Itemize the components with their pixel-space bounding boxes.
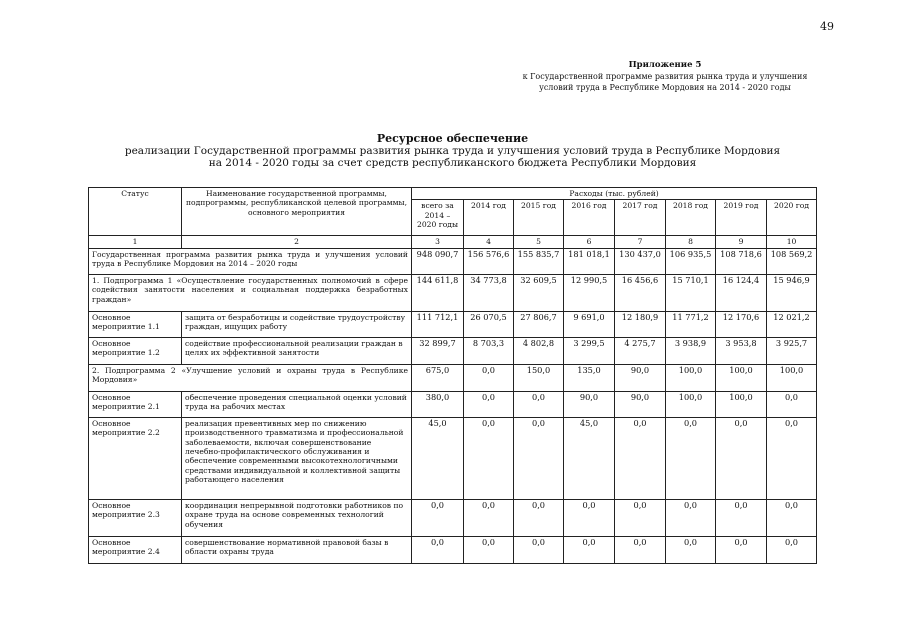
cell-2015: 0,0	[514, 536, 564, 563]
cell-2019: 0,0	[716, 536, 767, 563]
cell-2018: 0,0	[666, 499, 716, 536]
cell-2019: 12 170,6	[716, 311, 767, 337]
appendix-line-2: условий труда в Республике Мордовия на 2014 - 2020 годы	[539, 83, 791, 92]
row-name: Государственная программа развития рынка труда и улучшения условий труда в Республике Мордовия на 2014 – 2020 годы	[89, 248, 412, 274]
table-row-measure-1-1	[89, 311, 817, 337]
document-subtitle-2: на 2014 - 2020 годы за счет средств республиканского бюджета Республики Мордовия	[208, 157, 697, 169]
table-row-subprogram-1	[89, 274, 817, 311]
cell-2017: 0,0	[615, 536, 666, 563]
cell-2016: 90,0	[564, 391, 615, 417]
cell-total: 675,0	[412, 364, 464, 391]
cell-2018: 106 935,5	[666, 248, 716, 274]
table-row-measure-2-2	[89, 417, 817, 499]
row-name: 1. Подпрограмма 1 «Осуществление государственных полномочий в сфере содействия занятости населения и социальная поддержка безработных граждан»	[89, 274, 412, 311]
cell-2020: 108 569,2	[767, 248, 817, 274]
column-number: 2	[182, 236, 412, 248]
header-total: всего за 2014 – 2020 годы	[412, 200, 464, 236]
column-number: 4	[464, 236, 514, 248]
column-number: 8	[666, 236, 716, 248]
column-number: 3	[412, 236, 464, 248]
cell-2020: 3 925,7	[767, 337, 817, 364]
cell-2014: 34 773,8	[464, 274, 514, 311]
cell-2018: 100,0	[666, 391, 716, 417]
cell-2015: 155 835,7	[514, 248, 564, 274]
cell-total: 111 712,1	[412, 311, 464, 337]
cell-2020: 0,0	[767, 417, 817, 499]
document-subtitle-1: реализации Государственной программы развития рынка труда и улучшения условий труда в Республике Мордовия	[124, 145, 781, 157]
cell-2016: 3 299,5	[564, 337, 615, 364]
cell-2017: 90,0	[615, 364, 666, 391]
cell-2019: 100,0	[716, 391, 767, 417]
column-number-row	[89, 236, 817, 248]
page-number: 49	[820, 20, 834, 33]
row-status: Основное мероприятие 2.1	[89, 391, 182, 417]
row-status: Основное мероприятие 1.1	[89, 311, 182, 337]
appendix-header	[500, 60, 830, 93]
column-number: 1	[89, 236, 182, 248]
cell-2017: 12 180,9	[615, 311, 666, 337]
cell-2017: 0,0	[615, 417, 666, 499]
cell-2015: 32 609,5	[514, 274, 564, 311]
cell-total: 380,0	[412, 391, 464, 417]
cell-2014: 0,0	[464, 417, 514, 499]
cell-2020: 0,0	[767, 536, 817, 563]
cell-2018: 0,0	[666, 536, 716, 563]
header-year: 2018 год	[666, 200, 716, 236]
cell-2016: 0,0	[564, 499, 615, 536]
header-year: 2016 год	[564, 200, 615, 236]
row-status: Основное мероприятие 1.2	[89, 337, 182, 364]
row-name: защита от безработицы и содействие трудоустройству граждан, ищущих работу	[182, 311, 412, 337]
cell-2016: 181 018,1	[564, 248, 615, 274]
column-number: 9	[716, 236, 767, 248]
cell-2016: 0,0	[564, 536, 615, 563]
cell-2020: 0,0	[767, 499, 817, 536]
cell-2016: 12 990,5	[564, 274, 615, 311]
row-status: Основное мероприятие 2.2	[89, 417, 182, 499]
cell-total: 32 899,7	[412, 337, 464, 364]
header-year: 2015 год	[514, 200, 564, 236]
table-row-measure-1-2	[89, 337, 817, 364]
document-heading	[100, 133, 805, 169]
cell-2019: 0,0	[716, 499, 767, 536]
cell-2015: 0,0	[514, 417, 564, 499]
table-row-subprogram-2	[89, 364, 817, 391]
cell-2014: 0,0	[464, 499, 514, 536]
cell-2018: 11 771,2	[666, 311, 716, 337]
column-number: 7	[615, 236, 666, 248]
cell-2018: 100,0	[666, 364, 716, 391]
cell-2016: 135,0	[564, 364, 615, 391]
table-row-program	[89, 248, 817, 274]
column-number: 10	[767, 236, 817, 248]
header-row-1	[89, 188, 817, 200]
cell-2020: 12 021,2	[767, 311, 817, 337]
resource-table	[88, 187, 817, 564]
cell-2014: 156 576,6	[464, 248, 514, 274]
cell-2020: 100,0	[767, 364, 817, 391]
row-status: Основное мероприятие 2.4	[89, 536, 182, 563]
cell-total: 144 611,8	[412, 274, 464, 311]
cell-2017: 90,0	[615, 391, 666, 417]
cell-2020: 0,0	[767, 391, 817, 417]
cell-2017: 16 456,6	[615, 274, 666, 311]
row-name: 2. Подпрограмма 2 «Улучшение условий и охраны труда в Республике Мордовия»	[89, 364, 412, 391]
table-row-measure-2-1	[89, 391, 817, 417]
row-status: Основное мероприятие 2.3	[89, 499, 182, 536]
column-number: 5	[514, 236, 564, 248]
cell-2016: 9 691,0	[564, 311, 615, 337]
header-expenses: Расходы (тыс. рублей)	[412, 188, 817, 200]
cell-total: 0,0	[412, 499, 464, 536]
cell-2018: 3 938,9	[666, 337, 716, 364]
cell-2019: 3 953,8	[716, 337, 767, 364]
cell-2017: 4 275,7	[615, 337, 666, 364]
cell-total: 948 090,7	[412, 248, 464, 274]
cell-2014: 0,0	[464, 536, 514, 563]
document-title: Ресурсное обеспечение	[376, 132, 529, 145]
cell-2014: 26 070,5	[464, 311, 514, 337]
cell-2019: 0,0	[716, 417, 767, 499]
cell-2014: 0,0	[464, 364, 514, 391]
table-row-measure-2-3	[89, 499, 817, 536]
cell-2015: 27 806,7	[514, 311, 564, 337]
cell-2020: 15 946,9	[767, 274, 817, 311]
row-name: содействие профессиональной реализации граждан в целях их эффективной занятости	[182, 337, 412, 364]
cell-2017: 0,0	[615, 499, 666, 536]
cell-2016: 45,0	[564, 417, 615, 499]
cell-2018: 15 710,1	[666, 274, 716, 311]
header-year: 2017 год	[615, 200, 666, 236]
cell-2017: 130 437,0	[615, 248, 666, 274]
row-name: координация непрерывной подготовки работников по охране труда на основе современных технологий обучения	[182, 499, 412, 536]
cell-2015: 4 802,8	[514, 337, 564, 364]
header-name: Наименование государственной программы, подпрограммы, республиканской целевой программы, основного мероприятия	[182, 188, 412, 236]
cell-2019: 16 124,4	[716, 274, 767, 311]
row-name: обеспечение проведения специальной оценки условий труда на рабочих местах	[182, 391, 412, 417]
cell-2015: 0,0	[514, 499, 564, 536]
cell-2015: 150,0	[514, 364, 564, 391]
cell-2019: 100,0	[716, 364, 767, 391]
cell-2015: 0,0	[514, 391, 564, 417]
row-name: реализация превентивных мер по снижению производственного травматизма и профессиональной заболеваемости, включая совершенствование лечебно-профилактического обслуживания и обеспечение современными высокотехнологичными средствами индивидуальной и коллективной защиты работающего населения	[182, 417, 412, 499]
header-year: 2014 год	[464, 200, 514, 236]
cell-2018: 0,0	[666, 417, 716, 499]
header-year: 2020 год	[767, 200, 817, 236]
cell-2019: 108 718,6	[716, 248, 767, 274]
table-row-measure-2-4	[89, 536, 817, 563]
appendix-title: Приложение 5	[628, 60, 702, 70]
row-name: совершенствование нормативной правовой базы в области охраны труда	[182, 536, 412, 563]
cell-total: 0,0	[412, 536, 464, 563]
cell-2014: 0,0	[464, 391, 514, 417]
appendix-line-1: к Государственной программе развития рынка труда и улучшения	[522, 72, 808, 81]
cell-total: 45,0	[412, 417, 464, 499]
cell-2014: 8 703,3	[464, 337, 514, 364]
header-year: 2019 год	[716, 200, 767, 236]
column-number: 6	[564, 236, 615, 248]
header-status: Статус	[89, 188, 182, 236]
